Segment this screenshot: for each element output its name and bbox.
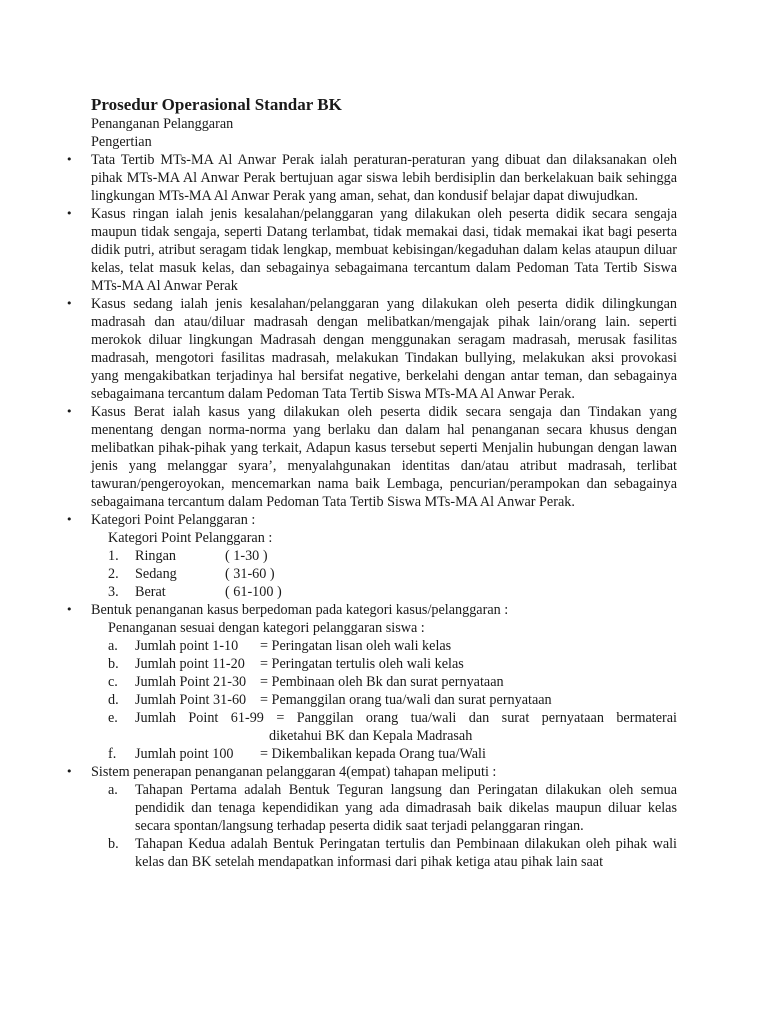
- penanganan-marker: d.: [108, 692, 119, 708]
- bullet-sistem-label: • Sistem penerapan penanganan pelanggaran 4(empat) tahapan meliputi :: [91, 764, 497, 780]
- penanganan-action: = Pemanggilan orang tua/wali dan surat pernyataan: [260, 692, 552, 708]
- kategori-number: 1.: [108, 548, 119, 564]
- bullet-kasus-sedang: • Kasus sedang ialah jenis kesalahan/pelanggaran yang dilakukan oleh peserta didik dilingkungan madrasah dan atau/diluar madrasah dengan melibatkan/mengajak pihak lain/orang lain. seperti merokok diluar lingkungan Madrasah dengan menggunakan seragam madrasah, merusak fasilitas madrasah, mengotori fasilitas madrasah, melakukan Tindakan bullying, melakukan aksi provokasi yang mengakibatkan terjadinya hal bersifat negative, berkelahi dengan antar teman, dan sebagainya sebagaimana tercantum dalam Pedoman Tata Tertib Siswa MTs-MA Al Anwar Perak.: [91, 295, 677, 403]
- kategori-item: [91, 565, 677, 583]
- tahapan-marker: b.: [108, 836, 119, 852]
- penanganan-marker: f.: [108, 746, 117, 762]
- bullet-kategori-point: [91, 511, 677, 601]
- penanganan-point-line: Jumlah Point 61-99 = Panggilan orang tua/wali dan surat pernyataan bermaterai: [135, 710, 677, 726]
- kategori-number: 3.: [108, 584, 119, 600]
- document-title: Prosedur Operasional Standar BK: [91, 95, 342, 114]
- document-body: [91, 95, 677, 871]
- subsection-heading: Pengertian: [91, 134, 152, 150]
- kategori-range: ( 1-30 ): [225, 548, 268, 564]
- tahapan-text: Tahapan Kedua adalah Bentuk Peringatan tertulis dan Pembinaan dilakukan oleh pihak wali kelas dan BK setelah mendapatkan informasi dari pihak ketiga atau pihak lain saat: [135, 836, 677, 870]
- kategori-item: [91, 547, 677, 565]
- kategori-range: ( 61-100 ): [225, 584, 282, 600]
- penanganan-item: [91, 691, 677, 709]
- kategori-range: ( 31-60 ): [225, 566, 275, 582]
- penanganan-item: [91, 655, 677, 673]
- penanganan-action: = Peringatan lisan oleh wali kelas: [260, 638, 452, 654]
- bullet-bentuk-penanganan: [91, 601, 677, 763]
- bullet-kasus-berat: • Kasus Berat ialah kasus yang dilakukan oleh peserta didik secara sengaja dan Tindakan yang menentang dengan norma-norma yang berlaku dan dalam hal penanganan secara khusus dengan melibatkan pihak-pihak yang terkait, Adapun kasus tersebut seperti Menjalin hubungan dengan lawan jenis yang melanggar syara’, menyalahgunakan identitas dan/atau atribut madrasah, terlibat tawuran/pengeroyokan, mencemarkan nama baik Lembaga, pencurian/perampokan dan sebagainya sebagaimana tercantum dalam Pedoman Tata Tertib Siswa MTs-MA Al Anwar Perak.: [91, 403, 677, 511]
- penanganan-marker: a.: [108, 638, 118, 654]
- tahapan-item: [91, 781, 677, 835]
- bullet-kasus-ringan: • Kasus ringan ialah jenis kesalahan/pelanggaran yang dilakukan oleh peserta didik secara sengaja maupun tidak sengaja, seperti Datang terlambat, tidak memakai dasi, tidak memakai ikat bagi peserta didik putri, atribut seragam tidak lengkap, membuat kebisingan/kegaduhan dalam kelas ataupun diluar kelas, telat masuk kelas, dan sebagainya sebagaimana tercantum dalam Pedoman Tata Tertib Siswa MTs-MA Al Anwar Perak: [91, 205, 677, 295]
- kategori-name: Ringan: [135, 548, 176, 564]
- bullet-sistem-penerapan: [91, 763, 677, 871]
- tahapan-marker: a.: [108, 782, 118, 798]
- bullet-kategori-label: • Kategori Point Pelanggaran :: [91, 512, 256, 528]
- penanganan-marker: c.: [108, 674, 118, 690]
- tahapan-item: [91, 835, 677, 871]
- penanganan-item: [91, 637, 677, 655]
- penanganan-item: [91, 745, 677, 763]
- penanganan-heading: Penanganan sesuai dengan kategori pelanggaran siswa :: [108, 620, 425, 636]
- section-heading: Penanganan Pelanggaran: [91, 116, 234, 132]
- penanganan-action: = Peringatan tertulis oleh wali kelas: [260, 656, 464, 672]
- penanganan-marker: e.: [108, 710, 118, 726]
- penanganan-point: Jumlah Point 21-30: [135, 674, 247, 690]
- penanganan-point: Jumlah point 100: [135, 746, 234, 762]
- kategori-name: Sedang: [135, 566, 177, 582]
- penanganan-item: [91, 673, 677, 691]
- penanganan-marker: b.: [108, 656, 119, 672]
- bullet-penanganan-label: • Bentuk penanganan kasus berpedoman pada kategori kasus/pelanggaran :: [91, 602, 509, 618]
- penanganan-point-continuation: diketahui BK dan Kepala Madrasah: [269, 728, 473, 744]
- penanganan-action: = Dikembalikan kepada Orang tua/Wali: [260, 746, 486, 762]
- kategori-item: [91, 583, 677, 601]
- kategori-heading: Kategori Point Pelanggaran :: [108, 530, 273, 546]
- kategori-number: 2.: [108, 566, 119, 582]
- kategori-name: Berat: [135, 584, 166, 600]
- penanganan-action: = Pembinaan oleh Bk dan surat pernyataan: [260, 674, 504, 690]
- penanganan-point: Jumlah point 1-10: [135, 638, 239, 654]
- main-bullet-list: [91, 151, 677, 871]
- tahapan-text: Tahapan Pertama adalah Bentuk Teguran langsung dan Peringatan dilakukan oleh semua pendidik dan tenaga kependidikan yang ada dimadrasah baik dikelas maupun diluar kelas secara spontan/langsung terhadap peserta didik saat terjadi pelanggaran ringan.: [135, 782, 677, 834]
- bullet-tata-tertib: • Tata Tertib MTs-MA Al Anwar Perak ialah peraturan-peraturan yang dibuat dan dilaksanakan oleh pihak MTs-MA Al Anwar Perak bertujuan agar siswa lebih berdisiplin dan berkelakuan baik sehingga lingkungan MTs-MA Al Anwar Perak yang aman, sehat, dan kondusif belajar dapat diwujudkan.: [91, 151, 677, 205]
- penanganan-point: Jumlah Point 31-60: [135, 692, 247, 708]
- penanganan-item: [91, 709, 677, 745]
- penanganan-point: Jumlah point 11-20: [135, 656, 245, 672]
